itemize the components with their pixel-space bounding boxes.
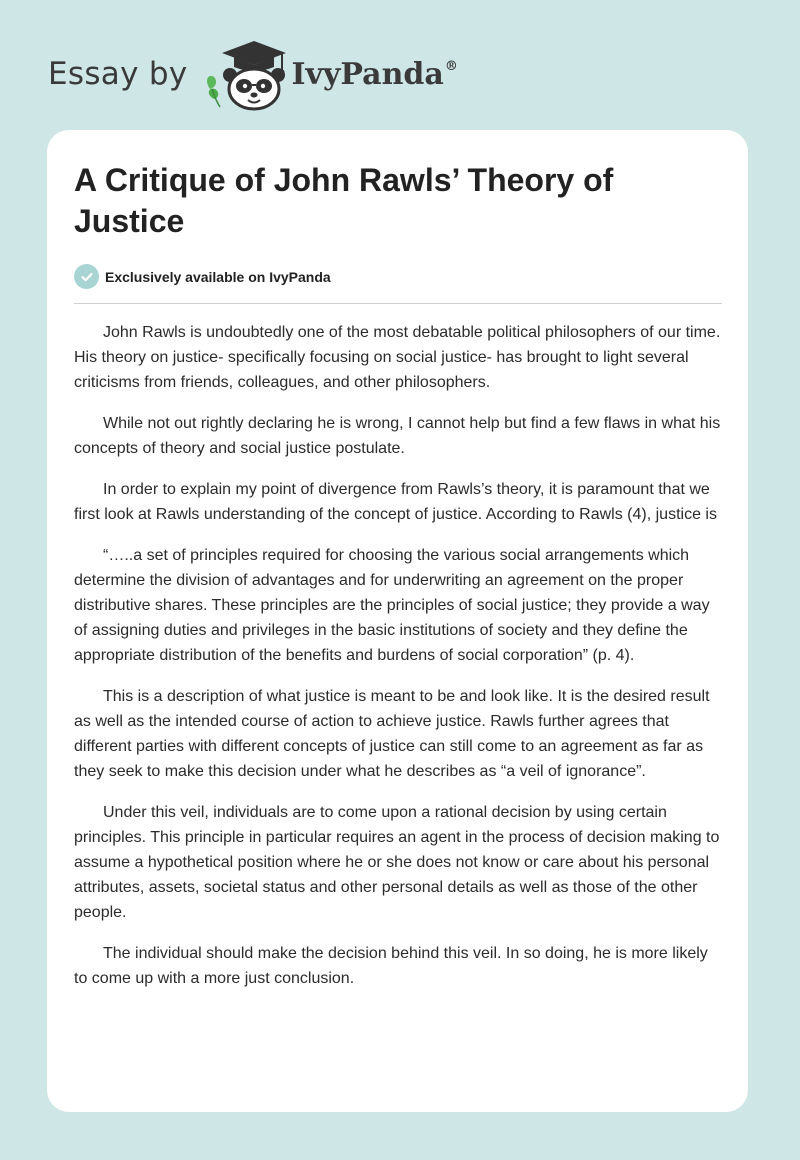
site-header (48, 34, 458, 114)
check-circle-icon (74, 264, 99, 289)
paragraph: In order to explain my point of divergence from Rawls’s theory, it is paramount that we first look at Rawls understanding of the concept of justice. According to Rawls (4), justice is (74, 481, 717, 523)
article-body (74, 320, 722, 1007)
exclusive-badge (74, 264, 331, 289)
paragraph: Under this veil, individuals are to come upon a rational decision by using certain principles. This principle in particular requires an agent in the process of decision making to assume a hypothetical position where he or she does not know or care about his personal attributes, assets, societal status and other personal details as well as those of the other people. (74, 804, 720, 921)
panda-graduate-icon[interactable] (202, 37, 290, 111)
divider (74, 303, 722, 304)
quote-paragraph: “…..a set of principles required for choosing the various social arrangements which determine the division of advantages and for underwriting an agreement on the proper distributive shares. These principles are the principles of social justice; they provide a way of assigning duties and privileges in the basic institutions of society and they define the appropriate distribution of the benefits and burdens of social corporation” (p. 4). (74, 547, 710, 664)
page-title: A Critique of John Rawls’ Theory of Justice (74, 162, 614, 239)
brand-label: IvyPanda (291, 56, 444, 92)
brand-name[interactable] (292, 57, 458, 92)
registered-mark: ® (444, 58, 458, 74)
paragraph: This is a description of what justice is meant to be and look like. It is the desired result as well as the intended course of action to achieve justice. Rawls further agrees that different parties with different concepts of justice can still come to an agreement as far as they seek to make this decision under what he describes as “a veil of ignorance”. (74, 688, 710, 780)
essay-by-label: Essay by (48, 56, 188, 92)
paragraph: While not out rightly declaring he is wrong, I cannot help but find a few flaws in what his concepts of theory and social justice postulate. (74, 415, 721, 457)
paragraph: John Rawls is undoubtedly one of the most debatable political philosophers of our time. His theory on justice- specifically focusing on social justice- has brought to light several criticisms from friends, colleagues, and other philosophers. (74, 324, 721, 391)
exclusive-badge-label: Exclusively available on IvyPanda (105, 268, 331, 285)
paragraph: The individual should make the decision behind this veil. In so doing, he is more likely to come up with a more just conclusion. (74, 945, 708, 987)
article-card (47, 130, 748, 1112)
